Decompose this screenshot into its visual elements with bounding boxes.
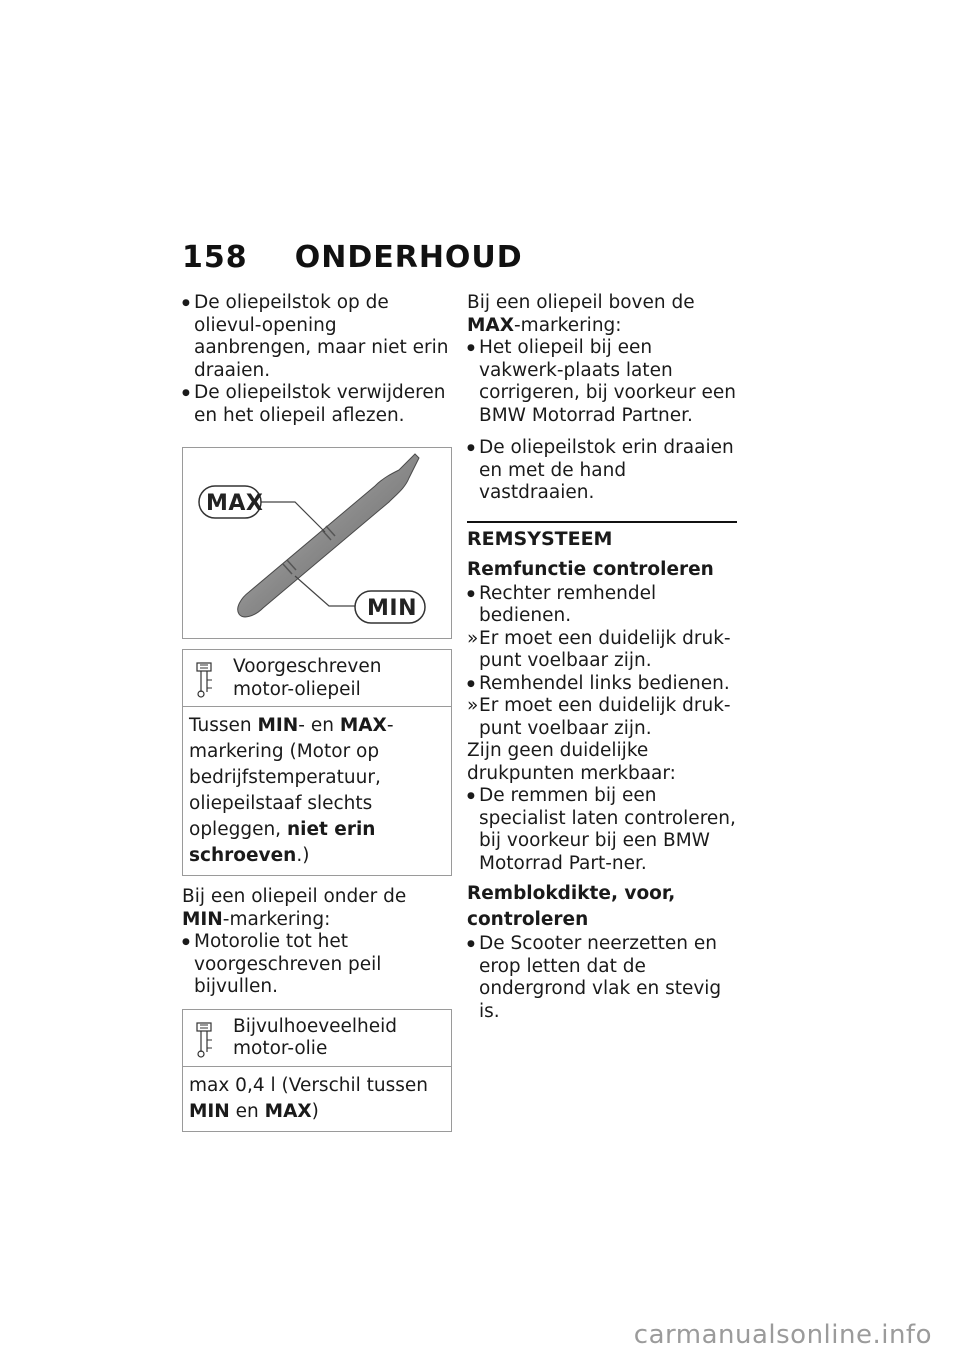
subsection-title: Remfunctie controleren xyxy=(467,558,714,580)
spec-warning: niet erin schroeven xyxy=(189,819,376,866)
step-correct-oil-level: ● Het oliepeil bij een vakwerk-plaats laten corrigeren, bij voorkeur een BMW Motorrad Partner. xyxy=(467,337,739,427)
spec-title: Voorgeschreven motor-oliepeil xyxy=(233,656,382,700)
step-brake-specialist: ● De remmen bij een specialist laten controleren, bij voorkeur bij een BMW Motorrad Part-ner. xyxy=(467,785,739,875)
step-insert-dipstick: ● De oliepeilstok op de olievul-opening aanbrengen, maar niet erin draaien. xyxy=(182,292,452,382)
spec-text: max 0,4 l (Verschil tussen xyxy=(189,1074,428,1096)
above-max-intro xyxy=(467,292,739,337)
spec-table-refill-quantity xyxy=(182,1009,452,1132)
no-pressure-intro: Zijn geen duidelijke drukpunten merkbaar: xyxy=(467,740,676,784)
spec-header xyxy=(183,1010,451,1067)
max-marking: MAX xyxy=(339,715,387,736)
spec-header xyxy=(183,650,451,707)
section-title: REMSYSTEEM xyxy=(467,527,613,550)
page-footer xyxy=(0,1316,960,1362)
result-pressure-point: » Er moet een duidelijk druk-punt voelbaar zijn. xyxy=(467,695,739,740)
spec-text: ) xyxy=(311,1100,319,1122)
oil-dipstick-icon xyxy=(195,1016,233,1062)
spec-text: en xyxy=(229,1100,265,1122)
page-number: 158 xyxy=(182,240,248,275)
oil-dipstick-icon xyxy=(195,656,233,702)
subsection-title: Remblokdikte, voor, controleren xyxy=(467,883,676,930)
spec-text: -markering (Motor op bedrijfstemperatuur, oliepeilstaaf slechts opleggen, xyxy=(189,715,394,840)
step-tighten-dipstick: ● De oliepeilstok erin draaien en met de hand vastdraaien. xyxy=(467,437,739,505)
watermark: carmanualsonline.info xyxy=(633,1320,932,1350)
section-divider xyxy=(467,521,737,523)
spec-title: Bijvulhoeveelheid motor-olie xyxy=(233,1015,398,1059)
max-marking: MAX xyxy=(264,1100,312,1122)
dipstick-illustration xyxy=(182,447,452,639)
left-column xyxy=(182,292,452,1132)
min-marking: MIN xyxy=(257,715,299,736)
max-label: MAX xyxy=(206,491,264,516)
spec-table-oil-level xyxy=(182,649,452,876)
step-right-brake-lever: ● Rechter remhendel bedienen. xyxy=(467,583,739,628)
chapter-title: ONDERHOUD xyxy=(294,240,523,275)
paragraph-text: -markering: xyxy=(514,314,622,336)
step-park-scooter: ● De Scooter neerzetten en erop letten dat de ondergrond vlak en stevig is. xyxy=(467,933,739,1023)
spec-text: .) xyxy=(296,845,310,866)
result-pressure-point: » Er moet een duidelijk druk-punt voelbaar zijn. xyxy=(467,628,739,673)
max-marking: MAX xyxy=(467,314,514,336)
step-read-oil-level: ● De oliepeilstok verwijderen en het oliepeil aflezen. xyxy=(182,382,452,427)
paragraph-text: -markering: xyxy=(222,908,331,930)
right-column xyxy=(467,292,739,1023)
min-label: MIN xyxy=(367,596,417,621)
spec-value xyxy=(183,707,451,875)
below-min-intro xyxy=(182,886,452,931)
paragraph-text: Bij een oliepeil onder de xyxy=(182,886,407,907)
spec-text: - en xyxy=(298,715,340,736)
spec-text: Tussen xyxy=(189,715,258,736)
paragraph-text: Bij een oliepeil boven de xyxy=(467,292,695,313)
min-marking: MIN xyxy=(189,1100,230,1122)
step-left-brake-lever: ● Remhendel links bedienen. xyxy=(467,673,739,696)
page-header xyxy=(182,240,523,275)
step-top-up-oil: ● Motorolie tot het voorgeschreven peil bijvullen. xyxy=(182,931,452,999)
min-marking: MIN xyxy=(182,908,223,930)
spec-value xyxy=(183,1067,451,1131)
